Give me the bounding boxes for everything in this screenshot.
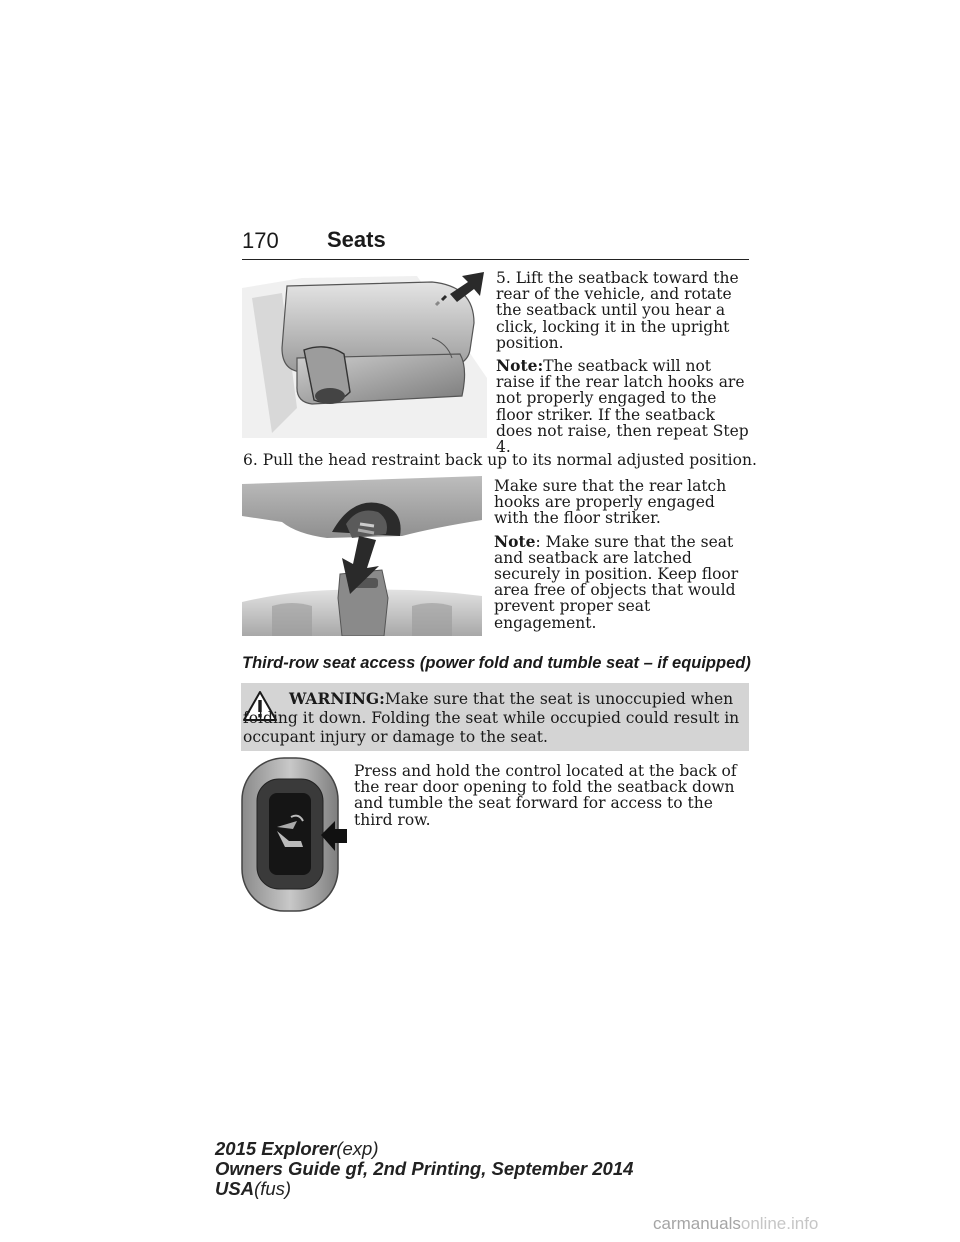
header-rule <box>242 259 749 260</box>
footer-model-line <box>215 1139 633 1159</box>
footer-region-line <box>215 1179 633 1199</box>
step-5-block <box>496 270 752 462</box>
note-text: The seatback will not raise if the rear latch hooks are not properly engaged to the floor striker. If the seatback does not raise, then repeat Step 4. <box>496 357 749 457</box>
footer-region-code: (fus) <box>254 1178 292 1199</box>
step-5-note <box>496 358 752 455</box>
watermark <box>653 1214 818 1234</box>
footer-model: 2015 Explorer <box>215 1138 337 1159</box>
step-5-instruction: 5. Lift the seatback toward the rear of the vehicle, and rotate the seatback until you hear a click, locking it in the upright position. <box>496 269 739 352</box>
seat-fold-switch-illustration <box>241 757 347 913</box>
page-number: 170 <box>242 228 279 253</box>
warning-message: Make sure that the seat is unoccupied when folding it down. Folding the seat while occupied could result in occupant injury or damage to the seat. <box>243 690 740 746</box>
section-title: Seats <box>327 227 386 252</box>
footer <box>215 1139 633 1199</box>
note-label: Note <box>494 531 536 551</box>
footer-guide: Owners Guide gf, 2nd Printing, September 2014 <box>215 1158 634 1179</box>
third-row-instruction: Press and hold the control located at the back of the rear door opening to fold the seatback down and tumble the seat forward for access to the third row. <box>354 762 737 829</box>
latch-hook-illustration <box>242 476 482 636</box>
warning-label: WARNING: <box>289 689 385 708</box>
seatback-lift-illustration <box>242 268 487 438</box>
step-6-instruction: 6. Pull the head restraint back up to its normal adjusted position. <box>243 451 757 469</box>
latch-instruction: Make sure that the rear latch hooks are properly engaged with the floor striker. <box>494 477 727 528</box>
footer-model-code: (exp) <box>336 1138 379 1159</box>
watermark-prefix: carmanuals <box>653 1214 741 1233</box>
watermark-suffix: online.info <box>740 1214 819 1233</box>
note-text: : Make sure that the seat and seatback are latched securely in position. Keep floor area free of objects that would prevent proper seat engagement. <box>494 532 739 632</box>
third-row-heading: Third-row seat access (power fold and tumble seat – if equipped) <box>242 654 751 672</box>
warning-text-block <box>243 689 743 747</box>
note-label: Note: <box>496 356 544 376</box>
footer-region: USA <box>215 1178 255 1199</box>
latch-note <box>494 531 750 632</box>
latch-block <box>494 478 750 638</box>
